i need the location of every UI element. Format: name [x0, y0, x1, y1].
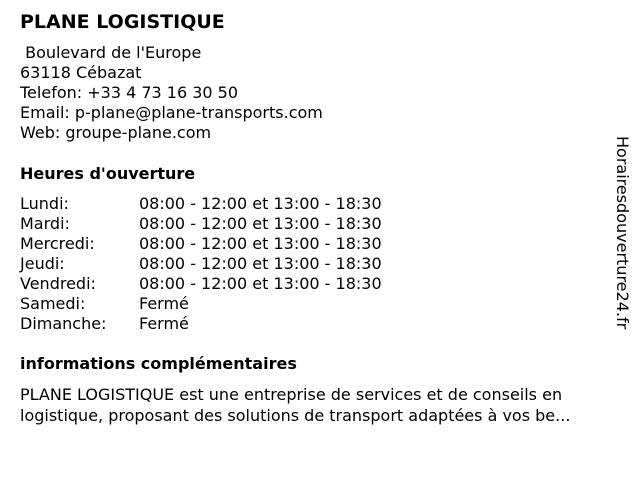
- company-description: [20, 384, 620, 426]
- description-line: logistique, proposant des solutions de transport adaptées à vos be...: [20, 406, 571, 425]
- time-value: 08:00 - 12:00 et 13:00 - 18:30: [139, 234, 382, 253]
- email-address: Email: p-plane@plane-transports.com: [20, 103, 323, 122]
- day-label: Lundi:: [20, 194, 69, 213]
- hours-row-thursday: [20, 254, 382, 274]
- hours-row-friday: [20, 274, 382, 294]
- hours-row-monday: [20, 194, 382, 214]
- time-value: 08:00 - 12:00 et 13:00 - 18:30: [139, 194, 382, 213]
- time-value: 08:00 - 12:00 et 13:00 - 18:30: [139, 214, 382, 233]
- site-watermark: Horairesdouverture24.fr: [613, 136, 632, 330]
- time-value: 08:00 - 12:00 et 13:00 - 18:30: [139, 274, 382, 293]
- day-label: Samedi:: [20, 294, 86, 313]
- hours-row-wednesday: [20, 234, 382, 254]
- hours-row-sunday: [20, 314, 382, 334]
- day-label: Mardi:: [20, 214, 70, 233]
- hours-row-tuesday: [20, 214, 382, 234]
- description-line: PLANE LOGISTIQUE est une entreprise de services et de conseils en: [20, 385, 563, 404]
- company-name: PLANE LOGISTIQUE: [20, 11, 225, 33]
- day-label: Jeudi:: [20, 254, 65, 273]
- city-postcode: 63118 Cébazat: [20, 63, 142, 82]
- day-label: Dimanche:: [20, 314, 107, 333]
- opening-hours-table: [20, 194, 382, 334]
- phone-number: Telefon: +33 4 73 16 30 50: [20, 83, 239, 102]
- opening-hours-heading: Heures d'ouverture: [20, 164, 196, 183]
- additional-info-heading: informations complémentaires: [20, 354, 297, 373]
- hours-row-saturday: [20, 294, 382, 314]
- day-label: Mercredi:: [20, 234, 95, 253]
- time-value: Fermé: [139, 294, 189, 313]
- time-value: 08:00 - 12:00 et 13:00 - 18:30: [139, 254, 382, 273]
- street-address: Boulevard de l'Europe: [20, 43, 202, 62]
- website: Web: groupe-plane.com: [20, 123, 212, 142]
- address-block: [20, 43, 323, 143]
- day-label: Vendredi:: [20, 274, 96, 293]
- time-value: Fermé: [139, 314, 189, 333]
